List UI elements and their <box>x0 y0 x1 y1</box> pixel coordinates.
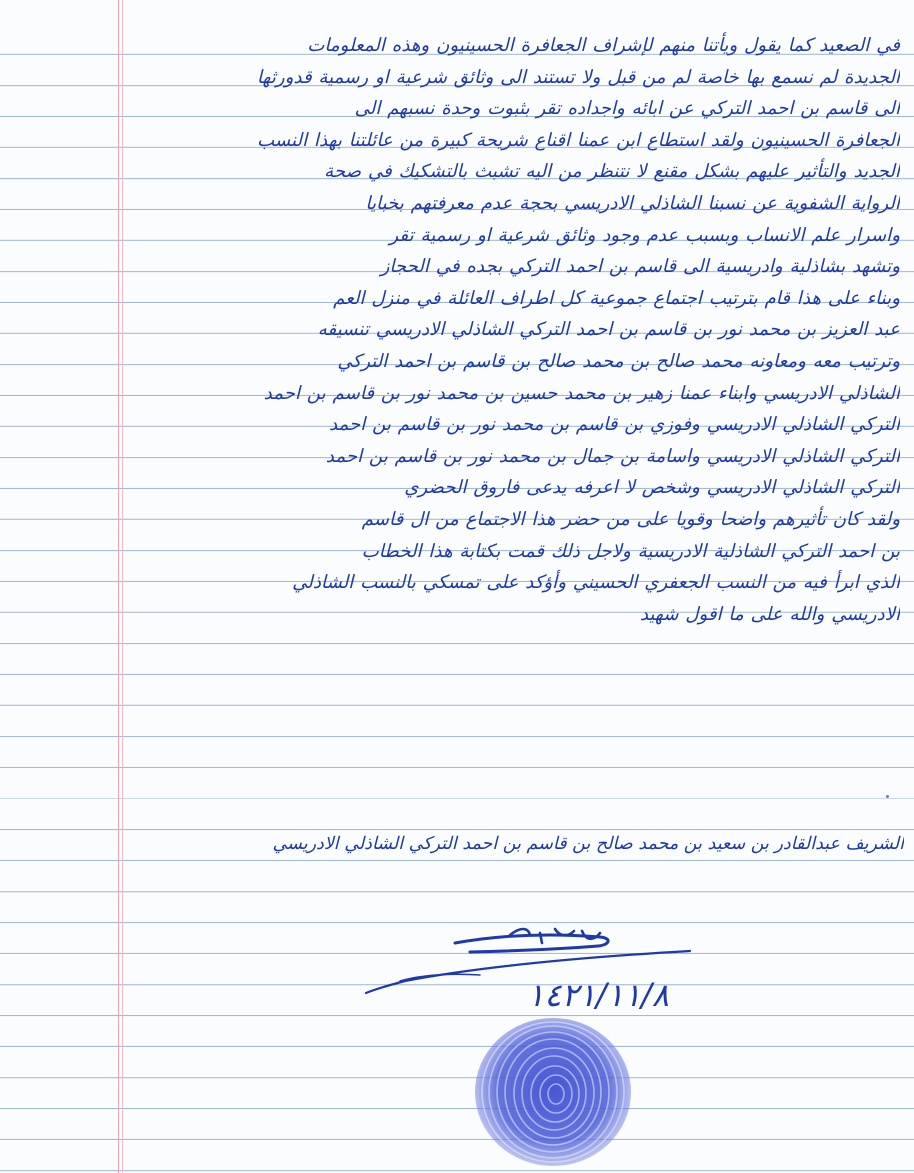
body-line: الجعافرة الحسينيون ولقد استطاع ابن عمنا اقناع شريحة كبيرة من عائلتنا بهذا النسب <box>256 129 900 151</box>
ink-dot <box>886 795 889 798</box>
body-line: الذي ابرأ فيه من النسب الجعفري الحسيني وأؤكد على تمسكي بالنسب الشاذلي <box>292 572 900 594</box>
body-line: التركي الشاذلي الادريسي وشخص لا اعرفه يدعى فاروق الحضري <box>404 477 900 499</box>
signatory-name: الشريف عبدالقادر بن سعيد بن محمد صالح بن قاسم بن احمد التركي الشاذلي الادريسي <box>272 834 904 854</box>
body-line: وترتيب معه ومعاونه محمد صالح بن محمد صالح بن قاسم بن احمد التركي <box>337 350 900 372</box>
letter-body <box>14 30 900 630</box>
body-line: ولقد كان تأثيرهم واضحا وقويا على من حضر هذا الاجتماع من ال قاسم <box>361 508 900 530</box>
body-line: في الصعيد كما يقول ويأتنا منهم لإشراف الجعافرة الحسينيون وهذه المعلومات <box>307 35 900 56</box>
body-line: وبناء على هذا قام بترتيب اجتماع جموعية كل اطراف العائلة في منزل العم <box>333 287 900 309</box>
body-line: وتشهد بشاذلية وادريسية الى قاسم بن احمد التركي بجده في الحجاز <box>380 256 900 278</box>
body-line: الى قاسم بن احمد التركي عن ابائه واجداده تقر بثبوت وحدة نسبهم الى <box>354 98 900 120</box>
body-line: التركي الشاذلي الادريسي واسامة بن جمال بن محمد نور بن قاسم بن احمد <box>325 445 900 467</box>
body-line: عبد العزيز بن محمد نور بن قاسم بن احمد التركي الشاذلي الادريسي تنسيقه <box>317 319 900 341</box>
body-line: الرواية الشفوية عن نسبنا الشاذلي الادريسي بحجة عدم معرفتهم بخبايا <box>365 192 900 214</box>
body-line: التركي الشاذلي الادريسي وفوزي بن قاسم بن محمد نور بن قاسم بن احمد <box>328 414 900 436</box>
body-line: الجديد والتأثير عليهم بشكل مقنع لا نتنظر من اليه تشبث بالتشكيك في صحة <box>324 161 900 183</box>
body-line: الشاذلي الادريسي وابناء عمنا زهير بن محمد حسين بن محمد نور بن قاسم بن احمد <box>263 382 900 404</box>
body-line: الادريسي والله على ما اقول شهيد <box>639 603 900 625</box>
body-line: الجديدة لم نسمع بها خاصة لم من قبل ولا تستند الى وثائق شرعية او رسمية قدورثها <box>256 66 900 88</box>
date-text: ١٤٢١/١١/٨ <box>527 976 669 1014</box>
body-line: واسرار علم الانساب وبسبب عدم وجود وثائق شرعية او رسمية تقر <box>389 224 900 246</box>
fingerprint-mark <box>468 1010 638 1170</box>
body-line: بن احمد التركي الشاذلية الادريسية ولاجل ذلك قمت بكتابة هذا الخطاب <box>361 540 900 562</box>
